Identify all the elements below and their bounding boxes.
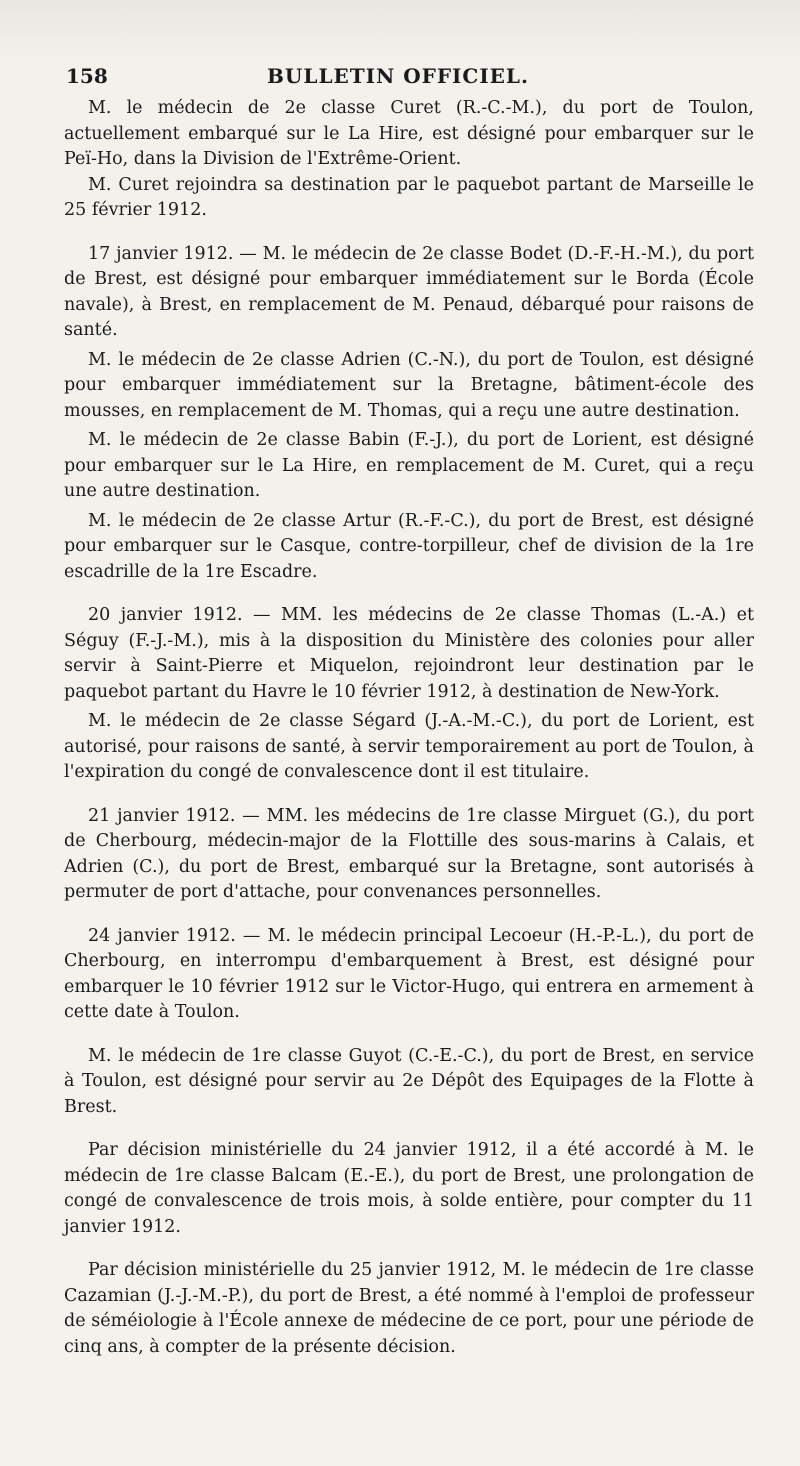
running-title: BULLETIN OFFICIEL. bbox=[267, 64, 529, 88]
paragraph: 17 janvier 1912. — M. le médecin de 2e classe Bodet (D.-F.-H.-M.), du port de Brest, est désigné pour embarquer immédiatement sur le Borda (École navale), à Brest, en remplacement de M. Penaud, débarqué pour raisons de santé. bbox=[64, 243, 754, 340]
page-number: 158 bbox=[66, 64, 108, 88]
paragraph: 24 janvier 1912. — M. le médecin principal Lecoeur (H.-P.-L.), du port de Cherbourg, en interrompu d'embarquement à Brest, est désigné pour embarquer le 10 février 1912 sur le Victor-Hugo, qui entrera en armement à cette date à Toulon. bbox=[64, 925, 754, 1022]
paragraph: M. le médecin de 2e classe Curet (R.-C.-M.), du port de Toulon, actuellement embarqué sur le La Hire, est désigné pour embarquer sur le Peï-Ho, dans la Division de l'Extrême-Orient. bbox=[64, 98, 754, 169]
body-text bbox=[64, 96, 754, 1360]
page-header bbox=[66, 64, 730, 98]
paragraph: M. le médecin de 2e classe Babin (F.-J.), du port de Lorient, est désigné pour embarquer sur le La Hire, en remplacement de M. Curet, qui a reçu une autre destination. bbox=[64, 430, 754, 501]
paragraph: 20 janvier 1912. — MM. les médecins de 2e classe Thomas (L.-A.) et Séguy (F.-J.-M.), mis à la disposition du Ministère des colonies pour aller servir à Saint-Pierre et Miquelon, rejoindront leur destination par le paquebot partant du Havre le 10 février 1912, à destination de New-York. bbox=[64, 605, 754, 702]
paragraph: M. le médecin de 1re classe Guyot (C.-E.-C.), du port de Brest, en service à Toulon, est désigné pour servir au 2e Dépôt des Equipages de la Flotte à Brest. bbox=[64, 1045, 754, 1117]
paragraph: 21 janvier 1912. — MM. les médecins de 1re classe Mirguet (G.), du port de Cherbourg, médecin-major de la Flottille des sous-marins à Calais, et Adrien (C.), du port de Brest, embarqué sur la Bretagne, sont autorisés à permuter de port d'attache, pour convenances personnelles. bbox=[64, 805, 754, 902]
paragraph: M. le médecin de 2e classe Ségard (J.-A.-M.-C.), du port de Lorient, est autorisé, pour raisons de santé, à servir temporairement au port de Toulon, à l'expiration du congé de convalescence dont il est titulaire. bbox=[64, 711, 754, 782]
paragraph: M. le médecin de 2e classe Artur (R.-F.-C.), du port de Brest, est désigné pour embarquer sur le Casque, contre-torpilleur, chef de division de la 1re escadrille de la 1re Escadre. bbox=[64, 510, 754, 582]
paragraph: Par décision ministérielle du 24 janvier 1912, il a été accordé à M. le médecin de 1re classe Balcam (E.-E.), du port de Brest, une prolongation de congé de convalescence de trois mois, à solde entière, pour compter du 11 janvier 1912. bbox=[64, 1140, 754, 1237]
paragraph: Par décision ministérielle du 25 janvier 1912, M. le médecin de 1re classe Cazamian (J.-J.-M.-P.), du port de Brest, a été nommé à l'emploi de professeur de séméiologie à l'École annexe de médecine de ce port, pour une période de cinq ans, à compter de la présente décision. bbox=[64, 1260, 754, 1357]
paragraph: M. Curet rejoindra sa destination par le paquebot partant de Marseille le 25 février 1912. bbox=[64, 174, 754, 220]
paragraph: M. le médecin de 2e classe Adrien (C.-N.), du port de Toulon, est désigné pour embarquer immédiatement sur la Bretagne, bâtiment-école des mousses, en remplacement de M. Thomas, qui a reçu une autre destination. bbox=[64, 349, 754, 421]
